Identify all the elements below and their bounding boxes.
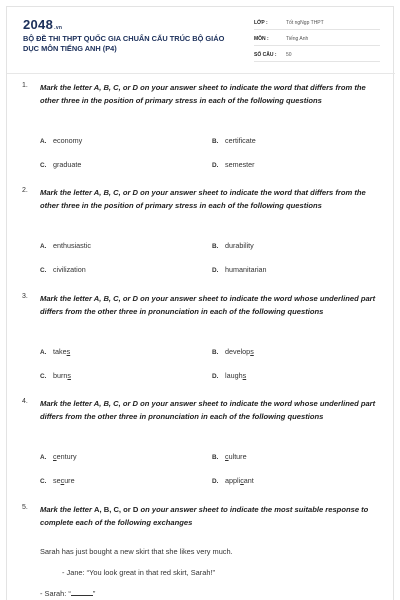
option-text: graduate (53, 160, 82, 169)
question-prompt: Mark the letter A, B, C, or D on your answer sheet to indicate the word that differs from the other three in the position of primary stress in each of the following questions (40, 188, 366, 210)
prompt-part-1: Mark the letter (40, 505, 95, 514)
option-b[interactable] (212, 241, 254, 250)
site-logo[interactable] (23, 17, 62, 32)
option-a[interactable] (40, 241, 91, 250)
option-c[interactable] (40, 371, 71, 380)
option-d[interactable] (212, 265, 267, 274)
option-letter: D. (212, 478, 219, 485)
option-text: civilization (53, 265, 86, 274)
answer-blank[interactable] (71, 589, 96, 598)
option-text-rest: entury (56, 452, 77, 461)
option-letter: D. (212, 162, 219, 169)
option-text-plain: burn (53, 371, 68, 380)
option-letter: A. (40, 243, 47, 250)
option-text-rest: ulture (228, 452, 247, 461)
option-d[interactable] (212, 371, 246, 380)
option-letter: A. (40, 349, 47, 356)
option-c[interactable] (40, 476, 75, 485)
meta-subject-key: MÔN : (254, 36, 269, 42)
exam-header (7, 7, 395, 69)
meta-class-row (254, 16, 380, 30)
option-c[interactable] (40, 160, 81, 169)
option-letter: C. (40, 162, 47, 169)
meta-count-value: 50 (286, 52, 292, 58)
option-text: certificate (225, 136, 256, 145)
option-text-underlined: s (66, 347, 71, 356)
logo-sub: .vn (54, 25, 63, 31)
option-text-rest: ure (64, 476, 75, 485)
meta-count-key: SỐ CÂU : (254, 52, 277, 58)
option-c[interactable] (40, 265, 86, 274)
dialogue-context: Sarah has just bought a new skirt that she likes very much. (40, 547, 233, 556)
meta-subject-value: Tiếng Anh (286, 36, 309, 42)
option-text-underlined: c (225, 452, 229, 461)
meta-subject-row (254, 32, 380, 46)
option-a[interactable] (40, 347, 70, 356)
option-letter: B. (212, 243, 219, 250)
option-text-underlined: s (250, 347, 254, 356)
option-text: humanitarian (225, 265, 267, 274)
option-text-plain: take (53, 347, 67, 356)
question-number: 3. (22, 293, 28, 300)
option-b[interactable] (212, 452, 247, 461)
question-number: 5. (22, 504, 28, 511)
prompt-part-3: on your answer sheet to indicate the most suitable response to complete each of the following exchanges (40, 505, 369, 527)
option-text: economy (53, 136, 83, 145)
question-number: 1. (22, 82, 28, 89)
option-letter: A. (40, 454, 47, 461)
option-d[interactable] (212, 476, 254, 485)
option-text-underlined: s (242, 371, 247, 380)
exam-title: BỘ ĐỀ THI THPT QUỐC GIA CHUẨN CẤU TRÚC BỘ GIÁO DỤC MÔN TIẾNG ANH (P4) (23, 34, 225, 53)
dialogue-line-jane: - Jane: “You look great in that red skirt, Sarah!” (62, 568, 215, 577)
dialogue-line-sarah (40, 589, 95, 598)
meta-count-row (254, 48, 380, 62)
option-letter: C. (40, 373, 47, 380)
option-b[interactable] (212, 347, 254, 356)
option-text-plain: laugh (225, 371, 243, 380)
option-letter: B. (212, 138, 219, 145)
option-a[interactable] (40, 452, 77, 461)
option-b[interactable] (212, 136, 256, 145)
question-prompt: Mark the letter A, B, C, or D on your answer sheet to indicate the word whose underlined part differs from the other three in pronunciation in each of the following questions (40, 399, 376, 421)
option-letter: B. (212, 454, 219, 461)
option-text-plain: develop (225, 347, 251, 356)
option-letter: C. (40, 267, 47, 274)
option-text: durability (225, 241, 254, 250)
prompt-part-2: A, B, C, or D (94, 505, 139, 514)
question-prompt (40, 504, 385, 529)
option-letter: A. (40, 138, 47, 145)
question-number: 2. (22, 187, 28, 194)
question-number: 4. (22, 398, 28, 405)
meta-class-key: LỚP : (254, 20, 268, 26)
option-letter: D. (212, 373, 219, 380)
option-d[interactable] (212, 160, 255, 169)
question-prompt: Mark the letter A, B, C, or D on your answer sheet to indicate the word whose underlined part differs from the other three in pronunciation in each of the following questions (40, 294, 376, 316)
meta-class-value: Tốt ngNgp THPT (286, 20, 324, 26)
exam-page (6, 6, 394, 600)
option-letter: C. (40, 478, 47, 485)
option-text-plain: appli (225, 476, 241, 485)
dialogue-sarah-suffix: ” (92, 589, 96, 598)
dialogue-sarah-prefix: - Sarah: “ (40, 589, 71, 598)
option-text-plain: se (53, 476, 61, 485)
option-text-rest: ant (243, 476, 254, 485)
option-text: enthusiastic (53, 241, 91, 250)
option-text-underlined: c (53, 452, 57, 461)
option-a[interactable] (40, 136, 82, 145)
option-letter: D. (212, 267, 219, 274)
option-text-underlined: c (60, 476, 65, 485)
header-divider (7, 73, 395, 74)
option-text-underlined: c (240, 476, 244, 485)
question-prompt: Mark the letter A, B, C, or D on your answer sheet to indicate the word that differs from the other three in the position of primary stress in each of the following questions (40, 83, 366, 105)
logo-main: 2048 (23, 17, 54, 32)
option-letter: B. (212, 349, 219, 356)
option-text: semester (225, 160, 255, 169)
option-text-underlined: s (67, 371, 71, 380)
